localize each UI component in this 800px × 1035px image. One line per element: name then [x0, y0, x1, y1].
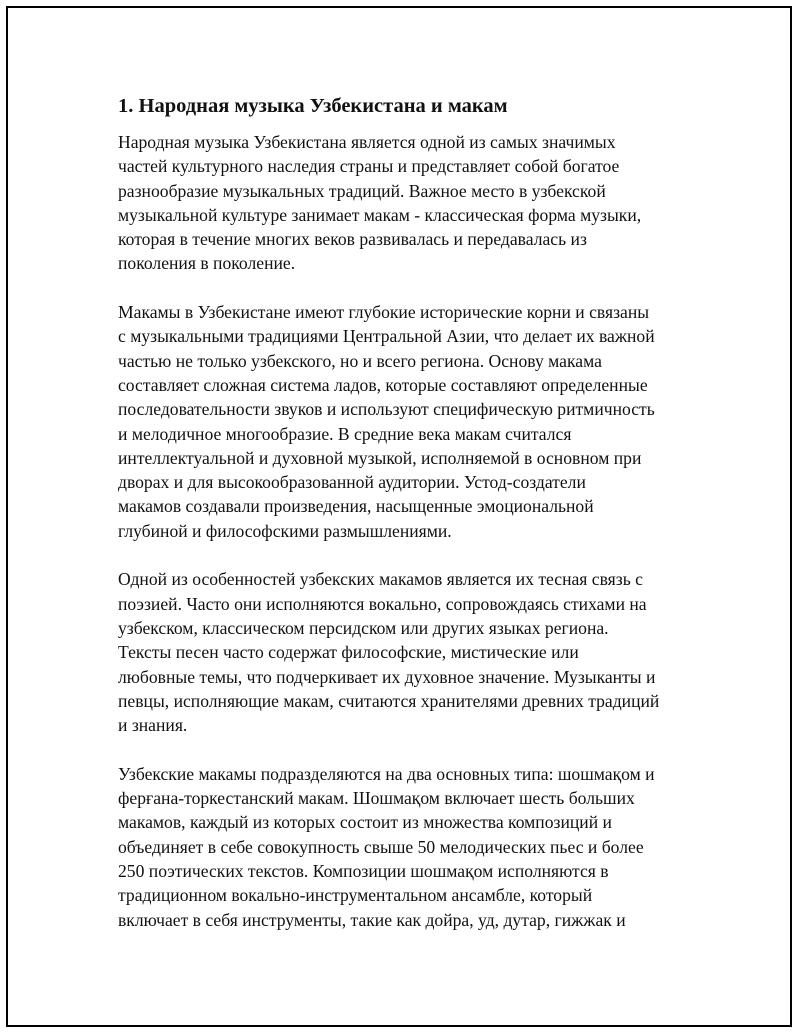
text-line: поколения в поколение. — [118, 253, 296, 274]
text-line: любовные темы, что подчеркивает их духовное значение. Музыканты и — [118, 666, 656, 687]
text-line: включает в себя инструменты, такие как дойра, уд, дутар, гижжак и — [118, 909, 626, 930]
text-line: Макамы в Узбекистане имеют глубокие исторические корни и связаны — [118, 302, 650, 323]
text-line: поэзией. Часто они исполняются вокально, сопровождаясь стихами на — [118, 593, 647, 614]
text-line: музыкальной культуре занимает макам - классическая форма музыки, — [118, 204, 642, 225]
text-line: Тексты песен часто содержат философские, мистические или — [118, 642, 579, 663]
text-line: Узбекские макамы подразделяются на два основных типа: шошмақом и — [118, 763, 655, 784]
text-line: частью не только узбекского, но и всего региона. Основу макама — [118, 350, 602, 371]
text-line: макамов создавали произведения, насыщенные эмоциональной — [118, 496, 594, 517]
text-line: Народная музыка Узбекистана является одной из самых значимых — [118, 132, 616, 152]
section-heading: 1. Народная музыка Узбекистана и макам — [118, 95, 508, 117]
text-line: с музыкальными традициями Центральной Азии, что делает их важной — [118, 326, 655, 347]
text-line: и знания. — [118, 715, 188, 736]
text-line: составляет сложная система ладов, которые составляют определенные — [118, 374, 648, 395]
text-line: которая в течение многих веков развивалась и передавалась из — [118, 229, 587, 250]
text-line: Одной из особенностей узбекских макамов является их тесная связь с — [118, 569, 643, 590]
paragraph-2 — [118, 300, 688, 543]
text-line: макамов, каждый из которых состоит из множества композиций и — [118, 812, 612, 833]
text-line: частей культурного наследия страны и представляет собой богатое — [118, 156, 620, 177]
text-line: интеллектуальной и духовной музыкой, исполняемой в основном при — [118, 447, 642, 468]
text-line: последовательности звуков и используют специфическую ритмичность — [118, 399, 655, 420]
text-line: глубиной и философскими размышлениями. — [118, 520, 452, 541]
text-line: традиционном вокально-инструментальном ансамбле, который — [118, 885, 593, 906]
document-body — [118, 92, 688, 956]
paragraph-4 — [118, 762, 688, 932]
text-line: разнообразие музыкальных традиций. Важное место в узбекской — [118, 180, 606, 201]
text-line: и мелодичное многообразие. В средние века макам считался — [118, 423, 572, 444]
text-line: 250 поэтических текстов. Композиции шошмақом исполняются в — [118, 860, 609, 881]
text-line: узбекском, классическом персидском или других языках региона. — [118, 617, 609, 638]
text-line: певцы, исполняющие макам, считаются хранителями древних традиций — [118, 690, 660, 711]
text-line: объединяет в себе совокупность свыше 50 мелодических пьес и более — [118, 836, 644, 857]
paragraph-3 — [118, 567, 688, 737]
paragraph-1 — [118, 130, 688, 276]
text-line: дворах и для высокообразованной аудитории. Устод-создатели — [118, 472, 586, 493]
text-line: ферғана-торкестанский макам. Шошмақом включает шесть больших — [118, 788, 635, 809]
